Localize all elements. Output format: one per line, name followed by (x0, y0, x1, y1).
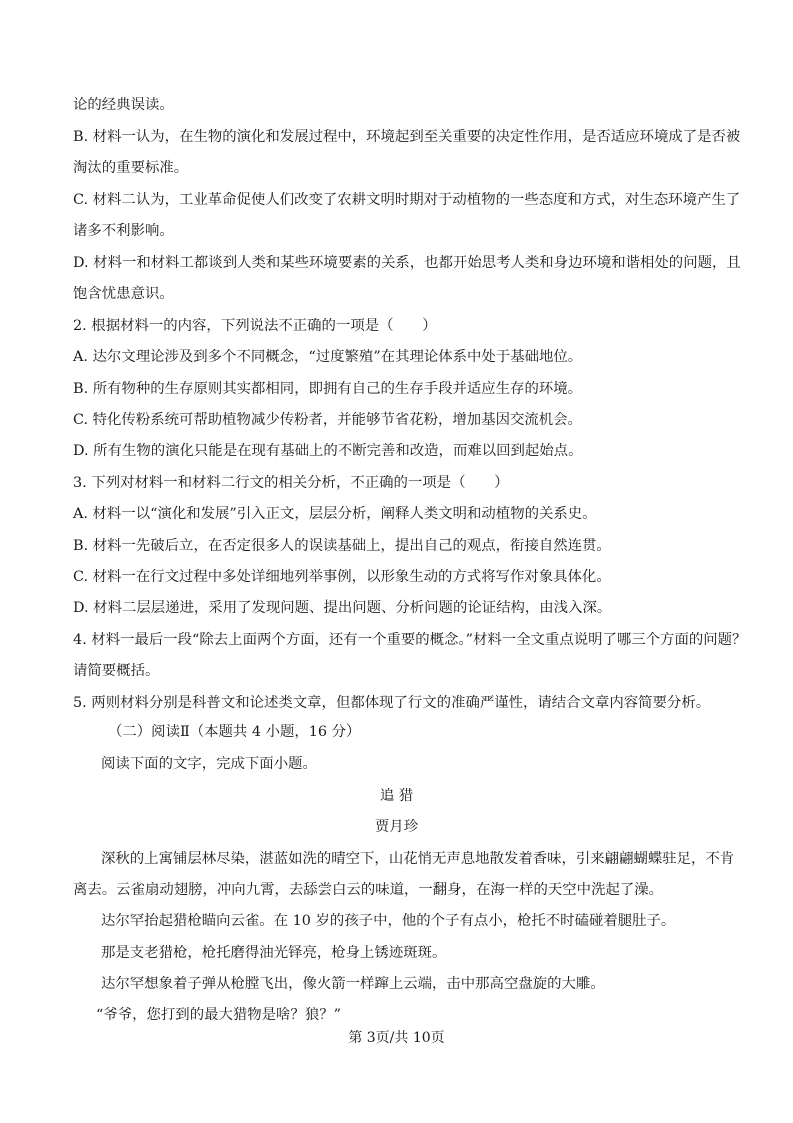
q2-option-b: B. 所有物种的生存原则其实都相同，即拥有自己的生存手段并适应生存的环境。 (73, 381, 583, 397)
paragraph-line: 达尔罕想象着子弹从枪膛飞出，像火箭一样蹿上云端，击中那高空盘旋的大雕。 (101, 976, 605, 992)
dialogue-line: “爷爷，您打到的最大猎物是啥？狼？” (96, 1007, 341, 1023)
q2-option-d: D. 所有生物的演化只能是在现有基础上的不断完善和改造，而难以回到起始点。 (73, 443, 583, 459)
text-line: 请简要概括。 (73, 663, 160, 679)
paragraph-line: 离去。云雀扇动翅膀，冲向九霄，去舔尝白云的味道，一翻身，在海一样的天空中洗起了澡。 (73, 882, 664, 898)
option-d: D. 材料一和材料工都谈到人类和某些环境要素的关系，也都开始思考人类和身边环境和谐相处的问题，且 (73, 255, 741, 271)
page-footer: 第 3页/共 10页 (348, 1030, 445, 1046)
paragraph-line: 深秋的上寓铺层林尽染，湛蓝如洗的晴空下，山花悄无声息地散发着香味，引来翩翩蝴蝶驻足，不肯 (101, 851, 735, 867)
q3-option-c: C. 材料一在行文过程中多处详细地列举事例，以形象生动的方式将写作对象具体化。 (73, 569, 611, 585)
option-b: B. 材料一认为，在生物的演化和发展过程中，环境起到至关重要的决定性作用，是否适应环境成了是否被 (73, 129, 741, 145)
q2-option-c: C. 特化传粉系统可帮助植物减少传粉者，并能够节省花粉，增加基因交流机会。 (73, 412, 582, 428)
question-5: 5. 两则材料分别是科普文和论述类文章，但都体现了行文的准确严谨性，请结合文章内容简要分析。 (73, 695, 711, 711)
story-title: 追 猎 (379, 788, 414, 804)
q3-option-a: A. 材料一以“演化和发展”引入正文，层层分析，阐释人类文明和动植物的关系史。 (73, 506, 597, 522)
instruction: 阅读下面的文字，完成下面小题。 (101, 756, 317, 772)
q3-option-b: B. 材料一先破后立，在否定很多人的误读基础上，提出自己的观点，衔接自然连贯。 (73, 538, 611, 554)
paragraph-line: 那是支老猎枪，枪托磨得油光铎亮，枪身上锈迹斑斑。 (101, 945, 447, 961)
text-line: 饱含忧患意识。 (73, 286, 174, 302)
question-3: 3. 下列对材料一和材料二行文的相关分析，不正确的一项是（ ） (73, 475, 509, 491)
section-heading: （二）阅读Ⅱ（本题共 4 小题，16 分） (108, 724, 361, 740)
option-c: C. 材料二认为，工业革命促使人们改变了农耕文明时期对于动植物的一些态度和方式，对生态环境产生了 (73, 192, 741, 208)
text-line: 淘汰的重要标准。 (73, 160, 189, 176)
question-4: 4. 材料一最后一段“除去上面两个方面，还有一个重要的概念。”材料一全文重点说明了哪三个方面的问题？ (73, 632, 747, 648)
q2-option-a: A. 达尔文理论涉及到多个不同概念，“过度繁殖”在其理论体系中处于基础地位。 (73, 349, 583, 365)
text-line: 论的经典误读。 (73, 97, 174, 113)
text-line: 诸多不利影响。 (73, 223, 174, 239)
q3-option-d: D. 材料二层层递进，采用了发现问题、提出问题、分析问题的论证结构，由浅入深。 (73, 600, 612, 616)
question-2: 2. 根据材料一的内容，下列说法不正确的一项是（ ） (73, 318, 437, 334)
story-author: 贾月珍 (374, 819, 419, 835)
paragraph-line: 达尔罕抬起猎枪瞄向云雀。在 10 岁的孩子中，他的个子有点小，枪托不时磕碰着腿肚子。 (101, 913, 676, 929)
